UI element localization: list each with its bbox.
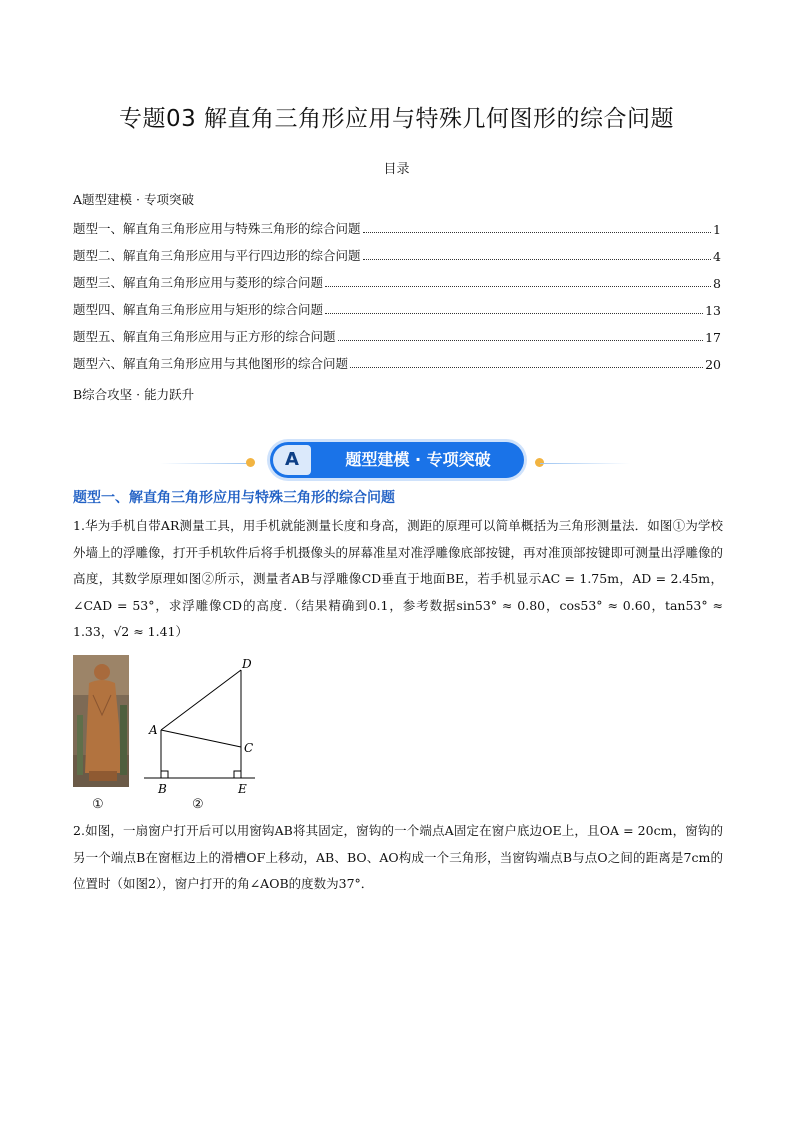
section-banner <box>160 442 630 478</box>
toc-entry-label: 题型三、解直角三角形应用与菱形的综合问题 <box>73 275 324 290</box>
statue-photo <box>73 655 129 787</box>
toc-entry-page: 17 <box>705 330 721 345</box>
toc-entry-page: 13 <box>705 303 721 318</box>
toc-entry-page: 8 <box>713 276 721 291</box>
problem-1-text: 1.华为手机自带AR测量工具，用手机就能测量长度和身高，测距的原理可以简单概括为三角形测量法．如图①为学校外墙上的浮雕像，打开手机软件后将手机摄像头的屏幕准星对准浮雕像底部按键，再对准顶部按键即可测量出浮雕像的高度，其数学原理如图②所示，测量者AB与浮雕像CD垂直于地面BE，若手机显示AC = 1.75m，AD = 2.45m，∠CAD = 53°，求浮雕像CD的高度.（结果精确到0.1，参考数据sin53° ≈ 0.80，cos53° ≈ 0.60，tan53° ≈ 1.33，√2 ≈ 1.41） <box>73 518 724 639</box>
banner-line-right <box>540 463 630 464</box>
figure-label-1: ① <box>92 797 104 812</box>
toc-entry-label: 题型一、解直角三角形应用与特殊三角形的综合问题 <box>73 221 361 236</box>
point-label-a: A <box>149 723 158 737</box>
page-title: 专题03 解直角三角形应用与特殊几何图形的综合问题 <box>118 106 675 132</box>
toc-entry-page: 20 <box>705 357 721 372</box>
banner-line-left <box>160 463 250 464</box>
geometry-diagram <box>140 655 270 800</box>
toc-entry[interactable] <box>73 273 721 291</box>
point-label-b: B <box>158 782 167 796</box>
point-label-c: C <box>244 741 254 755</box>
toc-leader <box>363 259 712 260</box>
banner-letter: A <box>273 445 311 475</box>
toc-leader <box>325 313 703 314</box>
toc-section-a[interactable]: A题型建模 · 专项突破 <box>73 192 194 207</box>
toc-heading: 目录 <box>383 162 410 177</box>
banner-pill <box>270 442 524 478</box>
banner-text: 题型建模 · 专项突破 <box>345 450 491 469</box>
toc-entry-label: 题型五、解直角三角形应用与正方形的综合问题 <box>73 329 336 344</box>
toc-entry[interactable] <box>73 300 721 318</box>
point-label-d: D <box>242 657 252 671</box>
toc-entry[interactable] <box>73 246 721 264</box>
toc-entry-label: 题型二、解直角三角形应用与平行四边形的综合问题 <box>73 248 361 263</box>
section-heading: 题型一、解直角三角形应用与特殊三角形的综合问题 <box>73 490 395 506</box>
toc-entry[interactable] <box>73 219 721 237</box>
toc-entry[interactable] <box>73 354 721 372</box>
toc-entry[interactable] <box>73 327 721 345</box>
toc-leader <box>325 286 711 287</box>
toc-entry-label: 题型四、解直角三角形应用与矩形的综合问题 <box>73 302 324 317</box>
toc-entry-label: 题型六、解直角三角形应用与其他图形的综合问题 <box>73 356 349 371</box>
toc-leader <box>363 232 712 233</box>
problem-2-text: 2.如图，一扇窗户打开后可以用窗钩AB将其固定，窗钩的一个端点A固定在窗户底边OE上，且OA = 20cm，窗钩的另一个端点B在窗框边上的滑槽OF上移动，AB、BO、AO构成一个三角形，当窗钩端点B与点O之间的距离是7cm的位置时（如图2），窗户打开的角∠AOB的度数为37°． <box>73 823 723 891</box>
toc-entry-page: 1 <box>713 222 721 237</box>
figure-label-2: ② <box>192 797 204 812</box>
banner-dot-icon <box>246 458 255 467</box>
toc-leader <box>350 367 703 368</box>
toc-section-b[interactable]: B综合攻坚 · 能力跃升 <box>73 387 195 402</box>
point-label-e: E <box>238 782 247 796</box>
toc-leader <box>338 340 704 341</box>
toc-entry-page: 4 <box>713 249 721 264</box>
